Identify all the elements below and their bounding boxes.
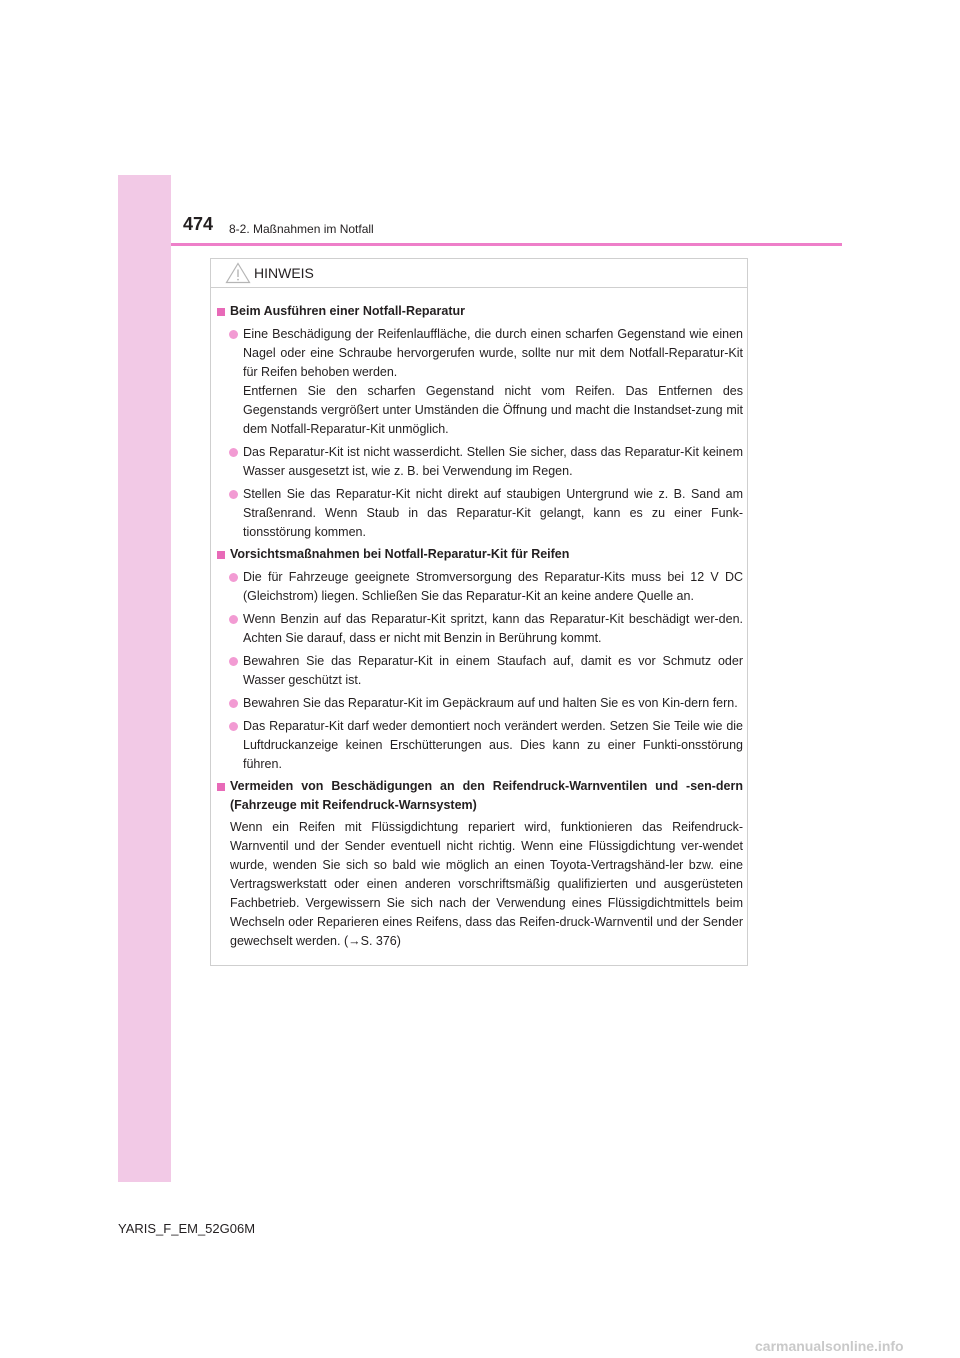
section-paragraph: Wenn ein Reifen mit Flüssigdichtung repariert wird, funktionieren das Reifendruck-Warnventil und der Sender eventuell nicht richtig. Wenn eine Flüssigdichtung ver-wendet wurde, wenden Sie sich so bald wie möglich an einen Toyota-Vertragshänd-ler bzw. eine Vertragswerkstatt oder einen anderen vorschriftsmäßig qualifizierten und ausgerüsteten Fachbetrieb. Vergewissern Sie sich nach der Verwendung eines Flüssigdichtmittels beim Wechseln oder Reparieren eines Reifens, dass das Reifen-druck-Warnventil und der Sender gewechselt werden. (→S. 376) (230, 820, 743, 948)
chapter-side-band (118, 175, 171, 1182)
notice-header (211, 259, 747, 288)
document-code: YARIS_F_EM_52G06M (118, 1221, 256, 1236)
watermark: carmanualsonline.info (755, 1338, 904, 1354)
bullet-item: Stellen Sie das Reparatur-Kit nicht direkt auf staubigen Untergrund wie z. B. Sand am Straßenrand. Wenn Staub in das Reparatur-Kit gelangt, kann es zu einer Funk-tionsstörung kommen. (217, 485, 743, 542)
bullet-item: Eine Beschädigung der Reifenlauffläche, die durch einen scharfen Gegenstand wie einen Nagel oder eine Schraube hervorgerufen wurde, sollte nur mit dem Notfall-Reparatur-Kit für Reifen behoben werden. Entfernen Sie den scharfen Gegenstand nicht vom Reifen. Das Entfernen des Gegenstands vergrößert unter Umständen die Öffnung und macht die Instandset-zung mit dem Notfall-Reparatur-Kit unmöglich. (217, 325, 743, 439)
header-rule (171, 243, 842, 246)
section-heading: Vermeiden von Beschädigungen an den Reifendruck-Warnventilen und -sen-dern (Fahrzeuge mit Reifendruck-Warnsystem) (217, 777, 743, 815)
section-heading: Beim Ausführen einer Notfall-Reparatur (217, 302, 743, 321)
notice-body (217, 299, 743, 951)
dot-bullet-icon (229, 573, 238, 582)
section-heading: Vorsichtsmaßnahmen bei Notfall-Reparatur-Kit für Reifen (217, 545, 743, 564)
square-bullet-icon (217, 551, 225, 559)
dot-bullet-icon (229, 722, 238, 731)
dot-bullet-icon (229, 657, 238, 666)
bullet-item: Das Reparatur-Kit darf weder demontiert noch verändert werden. Setzen Sie Teile wie die Luftdruckanzeige keinen Erschütterungen aus. Dies kann zu einer Funkti-onsstörung führen. (217, 717, 743, 774)
square-bullet-icon (217, 308, 225, 316)
dot-bullet-icon (229, 699, 238, 708)
page-number: 474 (183, 214, 214, 234)
bullet-item: Bewahren Sie das Reparatur-Kit im Gepäckraum auf und halten Sie es von Kin-dern fern. (217, 694, 743, 713)
bullet-item: Bewahren Sie das Reparatur-Kit in einem Staufach auf, damit es vor Schmutz oder Wasser geschützt ist. (217, 652, 743, 690)
notice-title: HINWEIS (254, 265, 314, 281)
dot-bullet-icon (229, 330, 238, 339)
square-bullet-icon (217, 783, 225, 791)
section-title: 8-2. Maßnahmen im Notfall (229, 222, 374, 236)
warning-triangle-icon (225, 262, 251, 284)
bullet-item: Die für Fahrzeuge geeignete Stromversorgung des Reparatur-Kits muss bei 12 V DC (Gleichstrom) liegen. Schließen Sie das Reparatur-Kit an keine andere Quelle an. (217, 568, 743, 606)
bullet-item: Wenn Benzin auf das Reparatur-Kit spritzt, kann das Reparatur-Kit beschädigt wer-den. Achten Sie darauf, dass er nicht mit Benzin in Berührung kommt. (217, 610, 743, 648)
dot-bullet-icon (229, 448, 238, 457)
dot-bullet-icon (229, 615, 238, 624)
dot-bullet-icon (229, 490, 238, 499)
notice-box (210, 258, 748, 966)
bullet-item: Das Reparatur-Kit ist nicht wasserdicht. Stellen Sie sicher, dass das Reparatur-Kit keinem Wasser ausgesetzt ist, wie z. B. bei Verwendung im Regen. (217, 443, 743, 481)
